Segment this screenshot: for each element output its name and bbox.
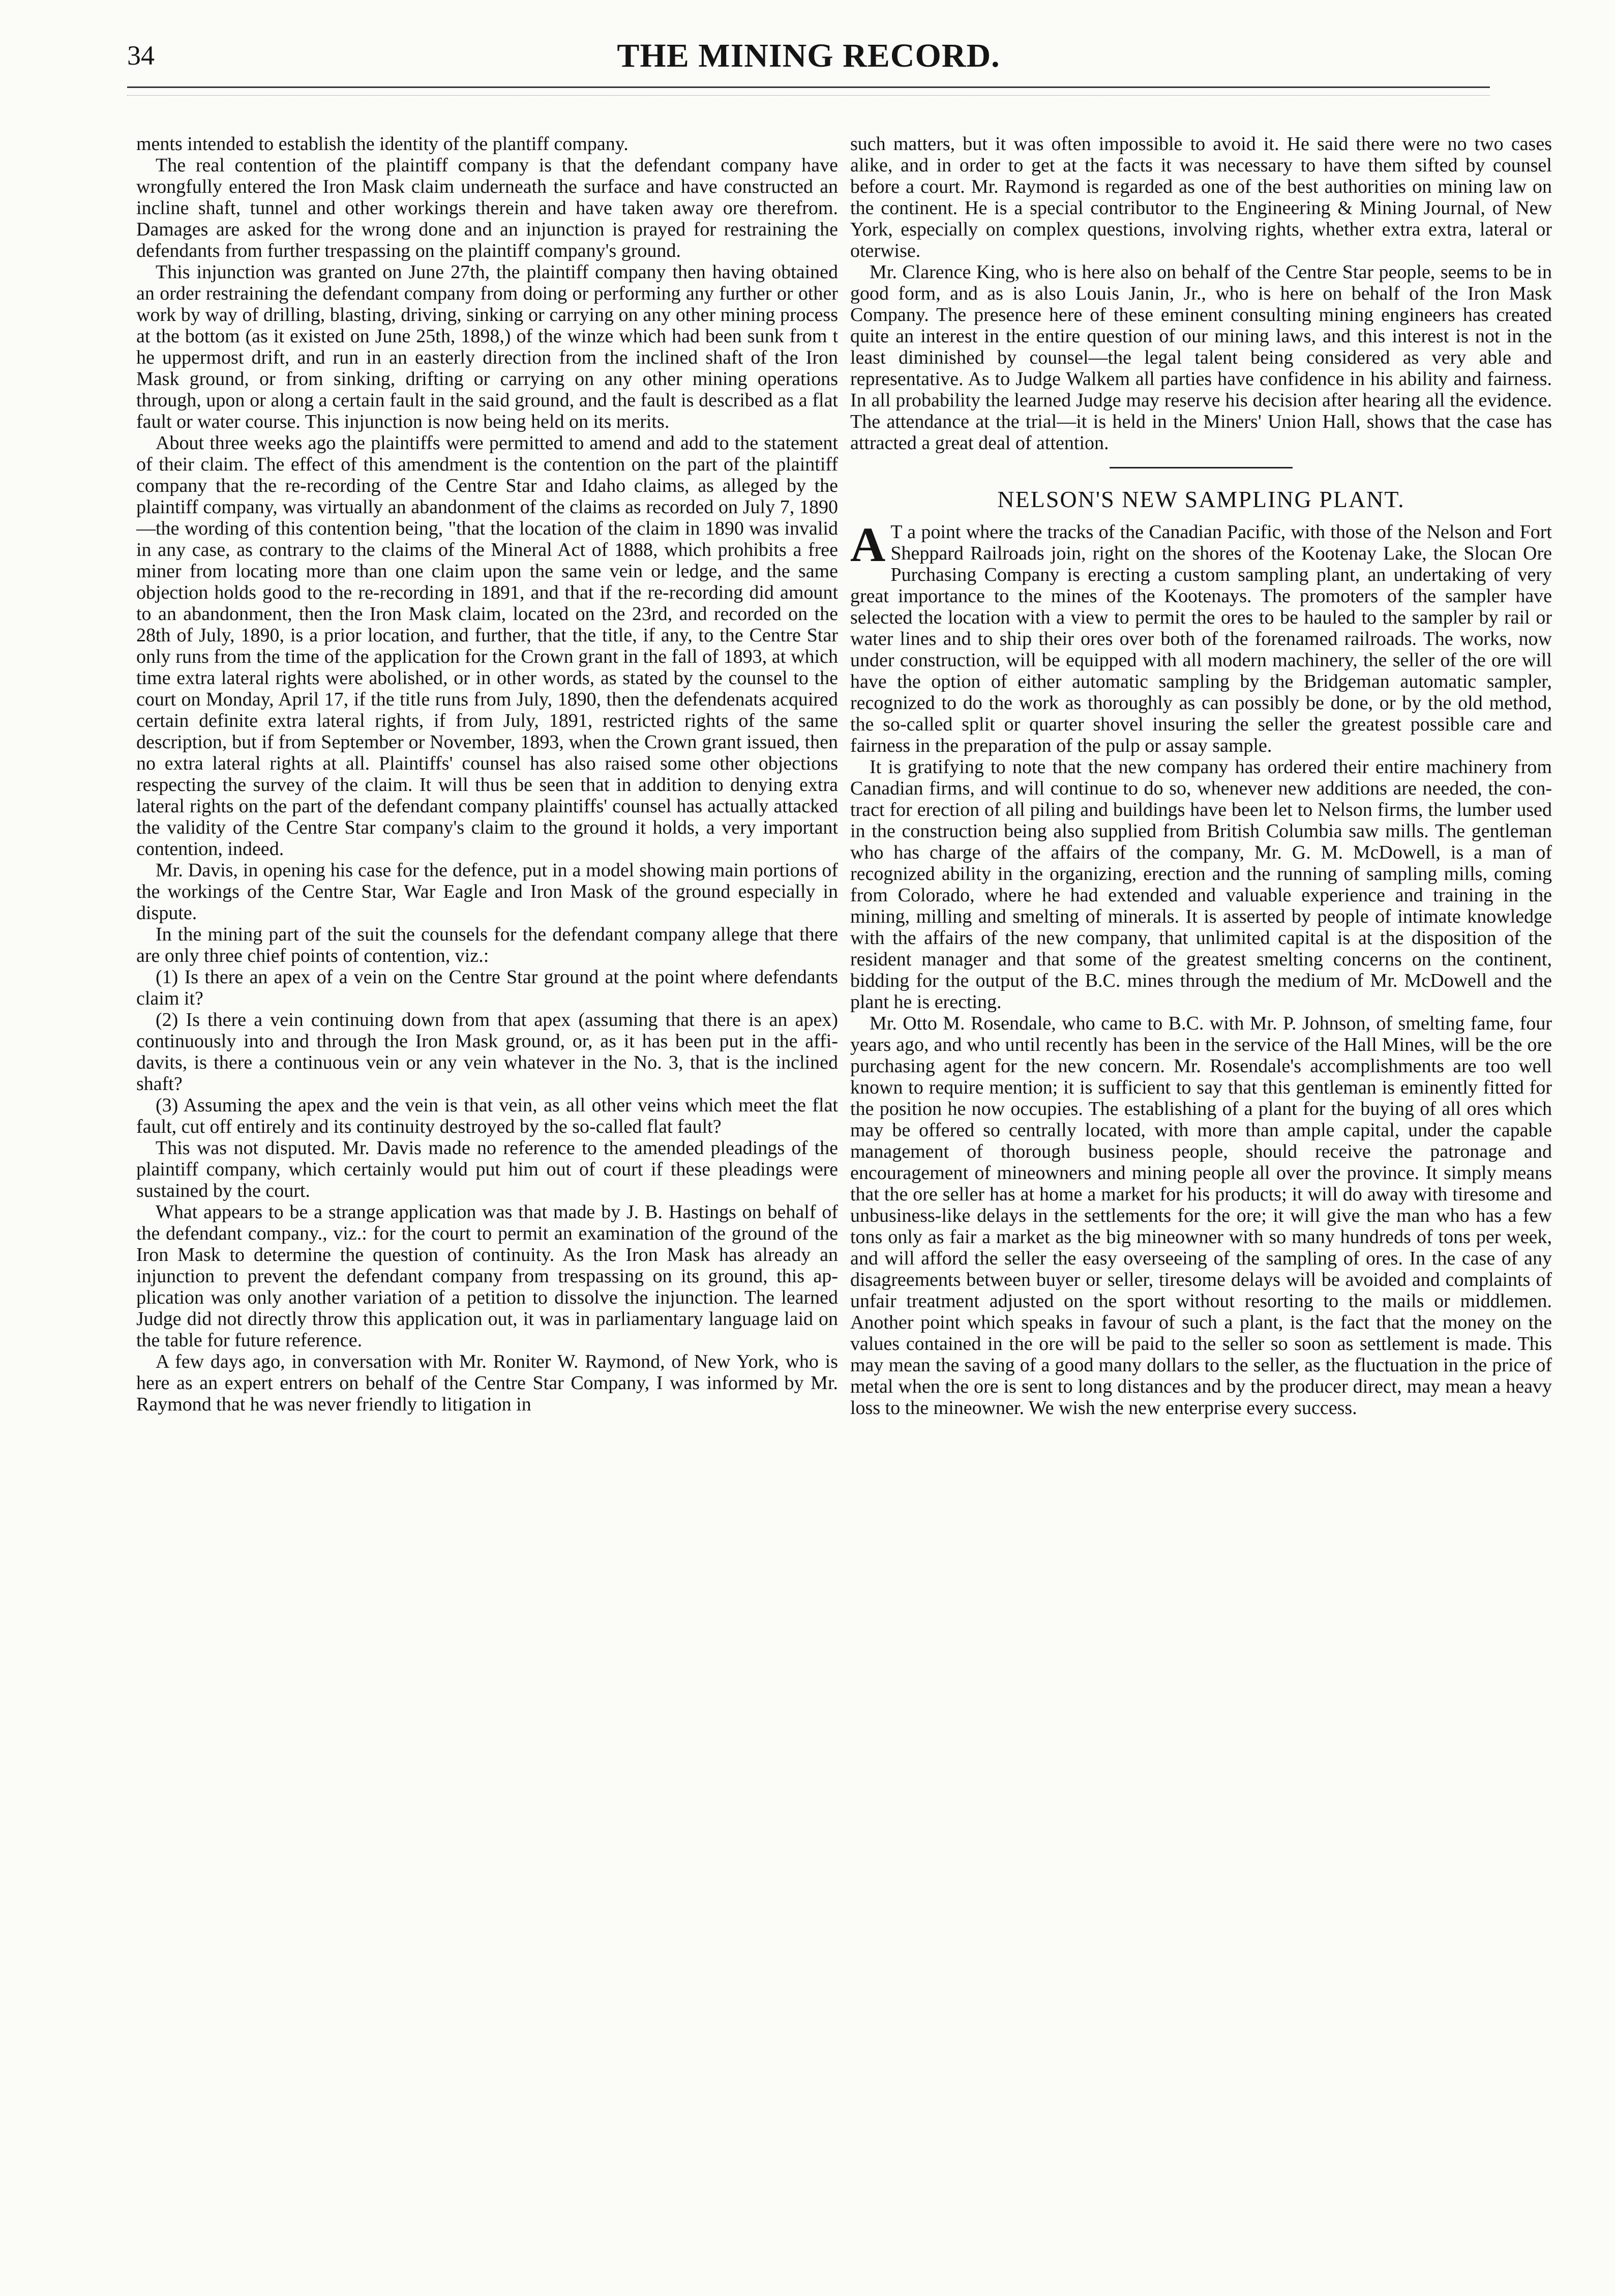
article-paragraph: In the mining part of the suit the counsels for the defendant company allege that there are only three chief points of contention, viz.: [136,924,838,966]
article-paragraph: The real contention of the plaintiff company is that the defendant company have wrongfully entered the Iron Mask claim underneath the surface and have constructed an incline shaft, tunnel and other workings therein and have taken away ore therefrom. Damages are asked for the wrong done and an injunction is prayed for restraining the defendants from further trespassing on the plaintiff company's ground. [136,155,838,261]
right-column [850,133,1552,1419]
article-paragraph: It is gratifying to note that the new company has ordered their entire machinery from Canadian firms, and will continue to do so, whenever new additions are needed, the contract for erection of all piling and buildings have been let to Nelson firms, the lumber used in the construction being also supplied from British Columbia saw mills. The gentleman who has charge of the affairs of the company, Mr. G. M. McDowell, is a man of recognized ability in the organizing, erection and the running of sampling mills, coming from Colorado, where he had extended and valuable experience and training in the mining, milling and smelting of minerals. It is asserted by people of intimate knowledge with the affairs of the new company, that unlimited capital is at the disposition of the resident manager and that some of the greatest smelting concerns on the continent, bidding for the output of the B.C. mines through the medium of Mr. McDowell and the plant he is erecting. [850,756,1552,1013]
article-paragraph: A few days ago, in conversation with Mr. Roniter W. Raymond, of New York, who is here as an expert entrers on behalf of the Centre Star Company, I was informed by Mr. Raymond that he was never friendly to litigation in [136,1351,838,1415]
lead-paragraph [850,517,1552,756]
article-paragraph: Mr. Clarence King, who is here also on behalf of the Centre Star people, seems to be in good form, and as is also Louis Janin, Jr., who is here on behalf of the Iron Mask Company. The presence here of these eminent consulting mining engineers has created quite an interest in the entire question of our mining laws, and this interest is not in the least diminished by counsel—the legal talent being considered as very able and representative. As to Judge Walkem all parties have confidence in his ability and fairness. In all probability the learned Judge may reserve his decision after hearing all the evidence. The attendance at the trial—it is held in the Miners' Union Hall, shows that the case has attracted a great deal of attention. [850,261,1552,454]
article-paragraph: (1) Is there an apex of a vein on the Centre Star ground at the point where defendants claim it? [136,966,838,1009]
sampling-plant-article [850,517,1552,1419]
article-paragraph: (2) Is there a vein continuing down from that apex (assuming that there is an apex) continuously into and through the Iron Mask ground, or, as it has been put in the affidavits, is there a continuous vein or any vein whatever in the No. 3, that is the inclined shaft? [136,1009,838,1095]
article-paragraph: such matters, but it was often impossible to avoid it. He said there were no two cases alike, and in order to get at the facts it was necessary to have them sifted by counsel before a court. Mr. Raymond is regarded as one of the best authorities on mining law on the continent. He is a special contributor to the Engineering & Mining Journal, of New York, especially on complex questions, involving rights, whether extra extra, lateral or oterwise. [850,133,1552,261]
header-rule [127,86,1490,96]
section-heading: NELSON'S NEW SAMPLING PLANT. [997,486,1405,512]
lead-paragraph-text: T a point where the tracks of the Canadian Pacific, with those of the Nelson and Fort Sheppard Railroads join, right on the shores of the Kootenay Lake, the Slocan Ore Purchasing Company is erecting a custom sampling plant, an undertaking of very great importance to the mines of the Kootenays. The promoters of the sampler have selected the location with a view to permit the ores to be hauled to the sampler by rail or water lines and to ship their ores over both of the forenamed railroads. The works, now under construction, will be equipped with all modern machinery, the seller of the ore will have the option of either automatic sampling by the Bridgeman automatic sampler, recognized to do the work as thoroughly as can possibly be done, or by the old method, the so-called split or quarter shovel insuring the seller the greatest possible care and fairness in the preparation of the pulp or assay sample. [850,521,1552,756]
left-column [136,133,838,1415]
page-header [127,37,1490,80]
article-paragraph: About three weeks ago the plaintiffs were permitted to amend and add to the statement of their claim. The effect of this amendment is the contention on the part of the plaintiff company that the re-recording of the Centre Star and Idaho claims, as alleged by the plaintiff company, was virtually an abandonment of the claims as recorded on July 7, 1890—the wording of this contention being, "that the location of the claim in 1890 was invalid in any case, as contrary to the claims of the Mineral Act of 1888, which prohibits a free miner from locating more than one claim upon the same vein or ledge, and the same objection holds good to the re-recording in 1891, and that if the re-recording did amount to an abandonment, then the Iron Mask claim, located on the 23rd, and recorded on the 28th of July, 1890, is a prior location, and further, that the title, if any, to the Centre Star only runs from the time of the application for the Crown grant in the fall of 1893, at which time extra lateral rights were abolished, or in other words, as stated by the counsel to the court on Monday, April 17, if the title runs from July, 1890, then the defendenats acquired certain definite extra lateral rights, if from July, 1891, restricted rights of the same description, but if from September or November, 1893, when the Crown grant issued, then no extra lateral rights at all. Plaintiffs' counsel has also raised some other objections respecting the survey of the claim. It will thus be seen that in addition to denying extra lateral rights on the part of the defendant company plaintiffs' counsel has actually attacked the validity of the Centre Star company's claim to the ground it holds, a very important contention, indeed. [136,432,838,860]
article-paragraph: Mr. Davis, in opening his case for the defence, put in a model showing main portions of the workings of the Centre Star, War Eagle and Iron Mask of the ground especially in dispute. [136,860,838,924]
article-paragraph: This was not disputed. Mr. Davis made no reference to the amended pleadings of the plaintiff company, which certainly would put him out of court if these pleadings were sustained by the court. [136,1137,838,1201]
article-paragraph: (3) Assuming the apex and the vein is that vein, as all other veins which meet the flat fault, cut off entirely and its continuity destroyed by the so-called flat fault? [136,1095,838,1137]
article-paragraph: ments intended to establish the identity of the plantiff company. [136,133,629,155]
drop-cap: A [850,517,886,572]
section-divider [1110,467,1293,468]
article-paragraph: Mr. Otto M. Rosendale, who came to B.C. with Mr. P. Johnson, of smelting fame, four years ago, and who until recently has been in the service of the Hall Mines, will be the ore purchasing agent for the new concern. Mr. Rosendale's accomplishments are too well known to require mention; it is sufficient to say that this gentleman is eminently fitted for the position he now occupies. The establishing of a plant for the buying of all ores which may be offered so centrally located, with more than ample capital, under the capable management of thorough business people, should receive the patronage and encouragement of mineowners and mining people all over the province. It simply means that the ore seller has at home a market for his products; it will do away with tiresome and unbusiness-like delays in the settlements for the ore; it will give the man who has a few tons only as fair a market as the big mineowner with so many hundreds of tons per week, and will afford the seller the easy overseeing of the sampling of ores. In the case of any disagreements between buyer or seller, tiresome delays will be avoided and complaints of unfair treatment adjusted on the sport without resorting to the mails or middlemen. Another point which speaks in favour of such a plant, is the fact that the money on the values contained in the ore will be paid to the seller so soon as settlement is made. This may mean the saving of a good many dollars to the seller, as the fluctuation in the price of metal when the ore is sent to long distances and by the producer direct, may mean a heavy loss to the mineowner. We wish the new enterprise every success. [850,1013,1552,1419]
article-paragraph: This injunction was granted on June 27th, the plaintiff company then having obtained an order restraining the defendant company from doing or performing any further or other work by way of drilling, blasting, driving, sinking or carrying on any other mining process at the bottom (as it existed on June 25th, 1898,) of the winze which had been sunk from t he uppermost drift, and run in an easterly direction from the inclined shaft of the Iron Mask ground, or from sinking, drifting or carrying on any other mining operations through, upon or along a certain fault in the said ground, and the fault is described as a flat fault or water course. This injunction is now being held on its merits. [136,261,838,432]
page-number: 34 [127,40,155,71]
publication-title: THE MINING RECORD. [617,37,1000,74]
article-paragraph: What appears to be a strange application was that made by J. B. Hastings on behalf of the defendant company., viz.: for the court to permit an examination of the ground of the Iron Mask to determine the question of continuity. As the Iron Mask has already an injunction to prevent the defendant company from trespassing on its ground, this application was only another variation of a petition to dissolve the injunction. The learned Judge did not directly throw this application out, it was in parliamentary language laid on the table for future reference. [136,1201,838,1351]
